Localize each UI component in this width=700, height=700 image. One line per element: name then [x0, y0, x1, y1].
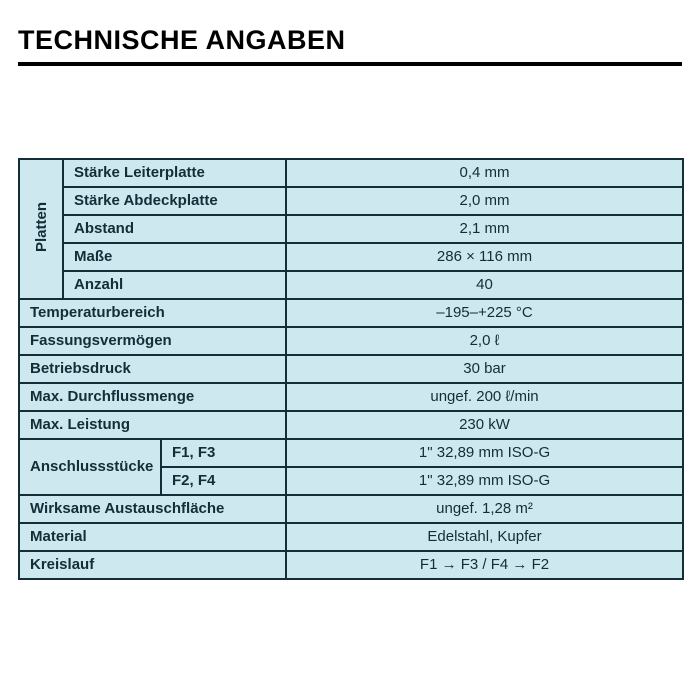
- table-row: [19, 411, 683, 439]
- row-label: Max. Durchflussmenge: [19, 383, 286, 411]
- table-row: [19, 327, 683, 355]
- row-value: 230 kW: [286, 411, 683, 439]
- row-label: Wirksame Austauschfläche: [19, 495, 286, 523]
- row-value: 1" 32,89 mm ISO-G: [286, 467, 683, 495]
- table-row: [19, 383, 683, 411]
- row-value: ungef. 200 ℓ/min: [286, 383, 683, 411]
- row-label: Fassungsvermögen: [19, 327, 286, 355]
- group-label-anschlussstuecke: Anschlussstücke: [19, 439, 161, 495]
- table-row: [19, 159, 683, 187]
- table-row: [19, 439, 683, 467]
- row-value: 286 × 116 mm: [286, 243, 683, 271]
- row-label: Temperaturbereich: [19, 299, 286, 327]
- row-label: Anzahl: [63, 271, 286, 299]
- row-label: Kreislauf: [19, 551, 286, 579]
- table-row: [19, 355, 683, 383]
- table-row: [19, 187, 683, 215]
- row-label: Stärke Leiterplatte: [63, 159, 286, 187]
- row-value: 30 bar: [286, 355, 683, 383]
- row-value: Edelstahl, Kupfer: [286, 523, 683, 551]
- row-label: Maße: [63, 243, 286, 271]
- row-label: Abstand: [63, 215, 286, 243]
- row-value: 40: [286, 271, 683, 299]
- row-label: Stärke Abdeckplatte: [63, 187, 286, 215]
- group-label-platten: [19, 159, 63, 299]
- table-row: [19, 271, 683, 299]
- table-row: [19, 523, 683, 551]
- row-value: 1" 32,89 mm ISO-G: [286, 439, 683, 467]
- row-sublabel: F2, F4: [161, 467, 286, 495]
- group-label-platten-text: Platten: [32, 201, 50, 252]
- row-value: 2,1 mm: [286, 215, 683, 243]
- row-value: ungef. 1,28 m²: [286, 495, 683, 523]
- title-underline: [18, 62, 682, 66]
- row-sublabel: F1, F3: [161, 439, 286, 467]
- table-row: [19, 299, 683, 327]
- table-row: [19, 551, 683, 579]
- page-title: TECHNISCHE ANGABEN: [18, 25, 346, 55]
- table-row: [19, 495, 683, 523]
- table-row: [19, 215, 683, 243]
- row-label: Material: [19, 523, 286, 551]
- row-value: –195–+225 °C: [286, 299, 683, 327]
- row-value: 2,0 mm: [286, 187, 683, 215]
- row-label: Max. Leistung: [19, 411, 286, 439]
- table-row: [19, 243, 683, 271]
- row-value: 0,4 mm: [286, 159, 683, 187]
- row-value: 2,0 ℓ: [286, 327, 683, 355]
- row-label: Betriebsdruck: [19, 355, 286, 383]
- spec-table: [18, 158, 684, 580]
- row-value: F1 → F3 / F4 → F2: [286, 551, 683, 579]
